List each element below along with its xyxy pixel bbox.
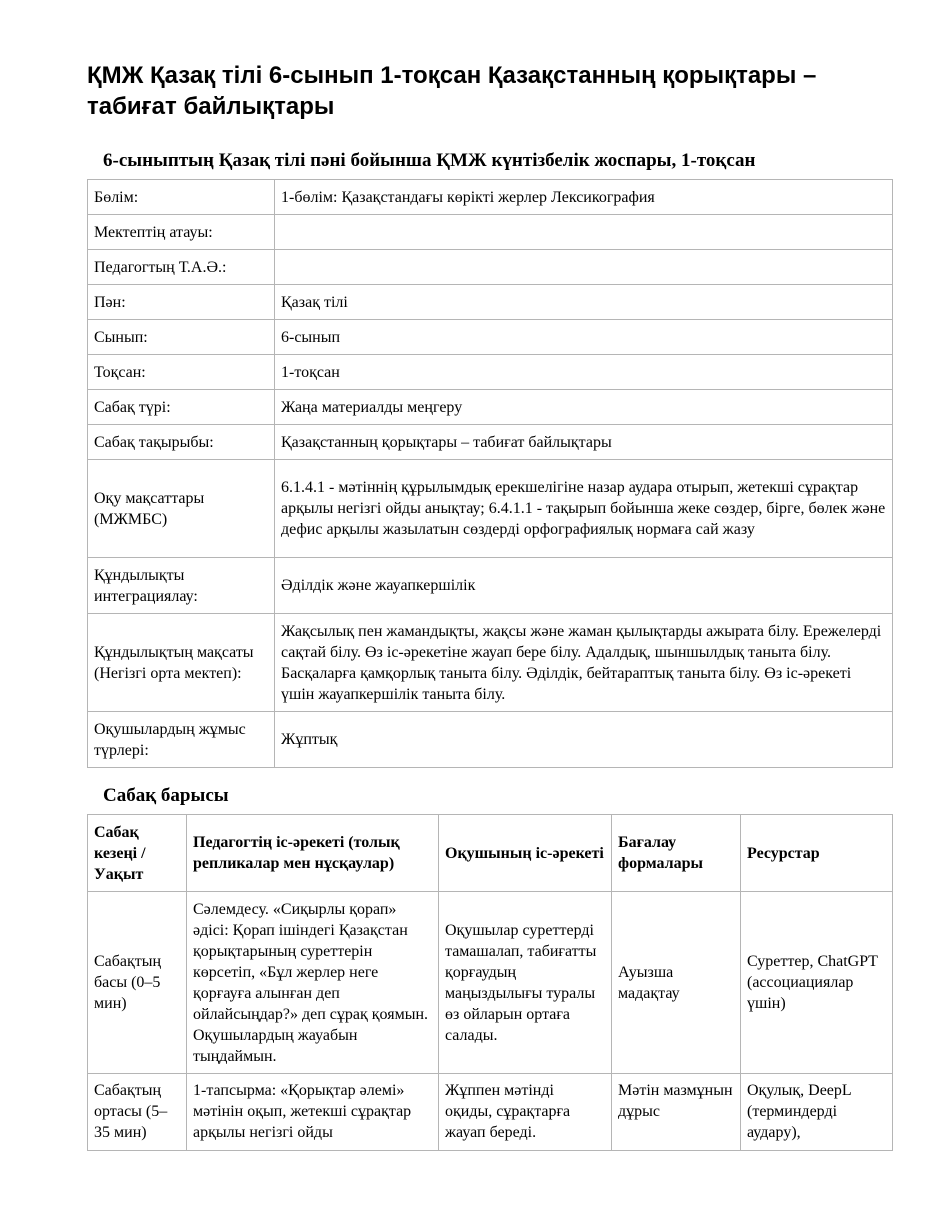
info-label: Сабақ тақырыбы: (88, 425, 275, 460)
info-value: Қазақ тілі (275, 285, 893, 320)
info-label: Мектептің атауы: (88, 215, 275, 250)
teacher-activity-cell: Сәлемдесу. «Сиқырлы қорап» әдісі: Қорап ішіндегі Қазақстан қорықтарының суреттерін көрсетіп, «Бұл жерлер неге қорғауға алынған деп ойлайсыңдар?» деп сұрақ қоямын. Оқушылардың жауабын тыңдаймын. (187, 892, 439, 1074)
info-row-grade (88, 320, 893, 355)
info-row-lesson-topic (88, 425, 893, 460)
info-label: Құндылықтың мақсаты (Негізгі орта мектеп): (88, 614, 275, 712)
info-row-value-goal (88, 614, 893, 712)
info-row-value-integration (88, 558, 893, 614)
lesson-progress-table (87, 814, 893, 1151)
info-value: Әділдік және жауапкершілік (275, 558, 893, 614)
info-label: Құндылықты интеграциялау: (88, 558, 275, 614)
info-value: 1-бөлім: Қазақстандағы көрікті жерлер Лексикография (275, 180, 893, 215)
info-label: Педагогтың Т.А.Ә.: (88, 250, 275, 285)
info-value: 1-тоқсан (275, 355, 893, 390)
info-row-work-types (88, 712, 893, 768)
info-value (275, 215, 893, 250)
header-student-activity: Оқушының іс-әрекеті (439, 815, 612, 892)
info-label: Сынып: (88, 320, 275, 355)
header-teacher-activity: Педагогтің іс-әрекеті (толық репликалар мен нұсқаулар) (187, 815, 439, 892)
info-label: Оқушылардың жұмыс түрлері: (88, 712, 275, 768)
info-value: Қазақстанның қорықтары – табиғат байлықтары (275, 425, 893, 460)
info-value: Жұптық (275, 712, 893, 768)
header-stage: Сабақ кезеңі / Уақыт (88, 815, 187, 892)
lesson-header-row (88, 815, 893, 892)
info-row-lesson-type (88, 390, 893, 425)
info-row-section (88, 180, 893, 215)
info-value: 6-сынып (275, 320, 893, 355)
lesson-progress-heading: Сабақ барысы (103, 785, 229, 806)
resources-cell: Суреттер, ChatGPT (ассоциациялар үшін) (741, 892, 893, 1074)
info-row-school (88, 215, 893, 250)
info-value: Жаңа материалды меңгеру (275, 390, 893, 425)
assessment-cell: Ауызша мадақтау (612, 892, 741, 1074)
plan-heading: 6-сыныптың Қазақ тілі пәні бойынша ҚМЖ күнтізбелік жоспары, 1-тоқсан (103, 150, 756, 171)
info-row-learning-objectives (88, 460, 893, 558)
info-label: Тоқсан: (88, 355, 275, 390)
info-value: 6.1.4.1 - мәтіннің құрылымдық ерекшелігіне назар аудара отырып, жетекші сұрақтар арқылы негізгі ойды анықтау; 6.4.1.1 - тақырып бойынша жеке сөздер, бірге, бөлек және дефис арқылы жазылатын сөздерді орфографиялық нормаға сай жазу (275, 460, 893, 558)
info-row-quarter (88, 355, 893, 390)
header-assessment: Бағалау формалары (612, 815, 741, 892)
info-label: Сабақ түрі: (88, 390, 275, 425)
assessment-cell: Мәтін мазмұнын дұрыс (612, 1074, 741, 1151)
lesson-row-middle (88, 1074, 893, 1151)
lesson-row-start (88, 892, 893, 1074)
info-label: Оқу мақсаттары (МЖМБС) (88, 460, 275, 558)
stage-cell: Сабақтың ортасы (5–35 мин) (88, 1074, 187, 1151)
resources-cell: Оқулық, DeepL (терминдерді аудару), (741, 1074, 893, 1151)
info-label: Бөлім: (88, 180, 275, 215)
document-title: ҚМЖ Қазақ тілі 6-сынып 1-тоқсан Қазақстанның қорықтары – табиғат байлықтары (87, 62, 817, 120)
info-row-subject (88, 285, 893, 320)
info-row-teacher (88, 250, 893, 285)
info-value (275, 250, 893, 285)
student-activity-cell: Оқушылар суреттерді тамашалап, табиғатты қорғаудың маңыздылығы туралы өз ойларын ортаға салады. (439, 892, 612, 1074)
lesson-info-table (87, 179, 893, 768)
info-value: Жақсылық пен жамандықты, жақсы және жаман қылықтарды ажырата білу. Ережелерді сақтай білу. Өз іс-әрекетіне жауап бере білу. Адалдық, шыншылдық таныта білу. Басқаларға қамқорлық таныта білу. Әділдік, бейтараптық таныта білу. Өз іс-әрекеті үшін жауапкершілік таныта білу. (275, 614, 893, 712)
teacher-activity-cell: 1-тапсырма: «Қорықтар әлемі» мәтінін оқып, жетекші сұрақтар арқылы негізгі ойды (187, 1074, 439, 1151)
header-resources: Ресурстар (741, 815, 893, 892)
student-activity-cell: Жұппен мәтінді оқиды, сұрақтарға жауап береді. (439, 1074, 612, 1151)
info-label: Пән: (88, 285, 275, 320)
stage-cell: Сабақтың басы (0–5 мин) (88, 892, 187, 1074)
